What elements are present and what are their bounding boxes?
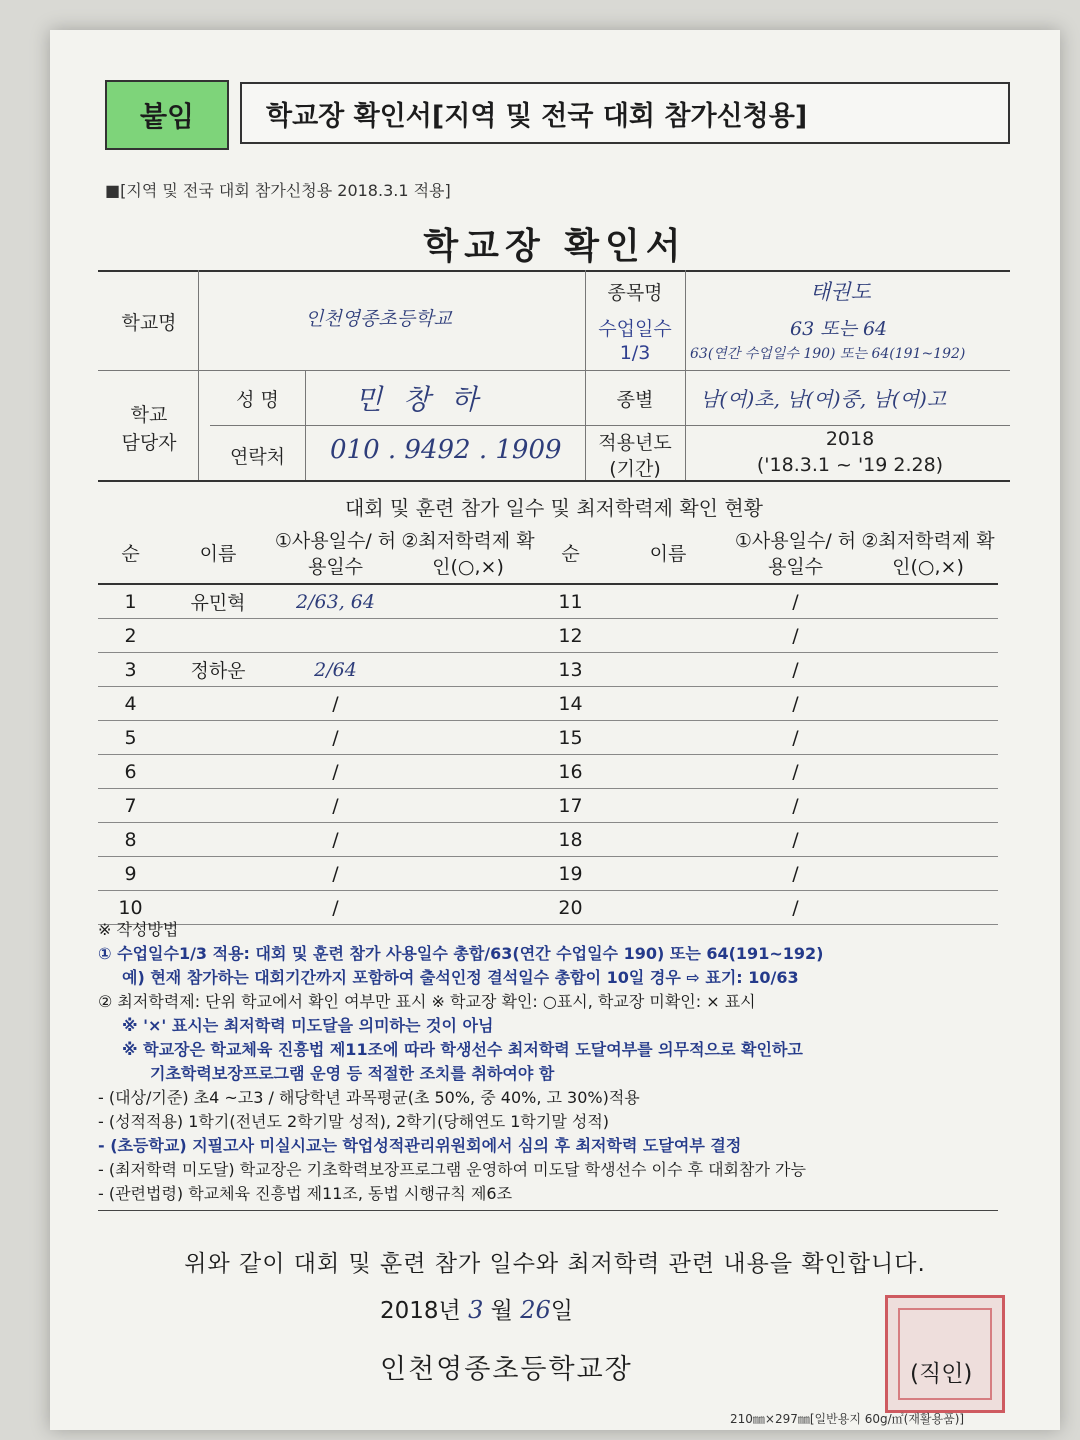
name-label: 성 명	[236, 389, 279, 411]
table-row	[98, 755, 998, 789]
min-achievement	[398, 687, 538, 721]
min-achievement	[858, 584, 998, 619]
days-used: /	[733, 857, 858, 891]
contact-label-1: 학교	[130, 404, 168, 426]
row-number: 2	[98, 619, 163, 653]
days-used: /	[273, 687, 398, 721]
days-used: /	[733, 584, 858, 619]
type-mid-rule	[585, 425, 1010, 426]
contact-label-2: 담당자	[121, 432, 177, 454]
participation-table	[98, 525, 998, 925]
table-header-row	[98, 525, 998, 584]
col-header: 순	[538, 525, 603, 584]
phone-label: 연락처	[229, 446, 286, 468]
attachment-tag: 붙임	[105, 80, 229, 150]
row-number: 18	[538, 823, 603, 857]
min-achievement	[398, 721, 538, 755]
min-achievement	[858, 755, 998, 789]
days-label-2: 1/3	[619, 342, 651, 364]
days-label-1: 수업일수	[598, 318, 672, 340]
header-mid-rule	[98, 370, 1010, 371]
row-number: 7	[98, 789, 163, 823]
min-achievement	[858, 687, 998, 721]
phone-value: 010 . 9492 . 1909	[330, 435, 562, 465]
date-day: 26	[520, 1296, 551, 1324]
year-label-2: (기간)	[609, 458, 661, 480]
attachment-title: 학교장 확인서[지역 및 전국 대회 참가신청용]	[240, 82, 1010, 144]
event-label: 종목명	[607, 282, 663, 304]
school-value: 인천영종초등학교	[305, 308, 452, 330]
row-number: 19	[538, 857, 603, 891]
min-achievement	[858, 653, 998, 687]
days-used: /	[733, 721, 858, 755]
row-number: 17	[538, 789, 603, 823]
row-number: 12	[538, 619, 603, 653]
date-month: 3	[468, 1296, 484, 1324]
student-name: 유민혁	[163, 584, 273, 619]
table-row	[98, 721, 998, 755]
row-number: 6	[98, 755, 163, 789]
row-number: 15	[538, 721, 603, 755]
row-number: 14	[538, 687, 603, 721]
section-title: 대회 및 훈련 참가 일수 및 최저학력제 확인 현황	[345, 496, 763, 520]
type-label: 종별	[616, 389, 654, 411]
date-line	[380, 1292, 573, 1325]
min-achievement	[398, 857, 538, 891]
min-achievement	[398, 653, 538, 687]
row-number: 20	[538, 891, 603, 925]
row-number: 9	[98, 857, 163, 891]
student-name	[163, 857, 273, 891]
days-used: /	[733, 687, 858, 721]
student-name	[603, 687, 733, 721]
student-name	[603, 619, 733, 653]
days-used: /	[733, 823, 858, 857]
instruction-line: - (초등학교) 지필고사 미실시교는 학업성적관리위원회에서 심의 후 최저학력 도달여부 결정	[98, 1136, 742, 1155]
col-header: ①사용일수/ 허용일수	[733, 525, 858, 584]
instruction-line: ① 수업일수1/3 적용: 대회 및 훈련 참가 사용일수 총합/63(연간 수업일수 190) 또는 64(191~192)	[98, 944, 824, 963]
page-title: 학교장 확인서	[423, 226, 687, 267]
row-number: 3	[98, 653, 163, 687]
year-value-1: 2018	[825, 428, 875, 450]
student-name	[603, 857, 733, 891]
header-col-rule-1	[198, 270, 199, 480]
student-name	[603, 721, 733, 755]
days-used: /	[733, 653, 858, 687]
days-value-2: 63(연간 수업일수 190) 또는 64(191~192)	[690, 346, 966, 362]
days-used: /	[273, 891, 398, 925]
days-used: /	[273, 721, 398, 755]
confirmation-text: 위와 같이 대회 및 훈련 참가 일수와 최저학력 관련 내용을 확인합니다.	[184, 1251, 926, 1277]
student-name	[163, 619, 273, 653]
instruction-line: - (최저학력 미도달) 학교장은 기초학력보장프로그램 운영하여 미도달 학생선수 이수 후 대회참가 가능	[98, 1160, 806, 1179]
row-number: 16	[538, 755, 603, 789]
table-row	[98, 653, 998, 687]
col-header: ②최저학력제 확인(○,×)	[858, 525, 998, 584]
days-used: /	[733, 891, 858, 925]
school-label: 학교명	[121, 312, 177, 334]
instruction-line: - (대상/기준) 초4 ~고3 / 해당학년 과목평균(초 50%, 중 40%, 고 30%)적용	[98, 1088, 640, 1107]
days-used: /	[733, 619, 858, 653]
seal-label: (직인)	[910, 1361, 973, 1387]
min-achievement	[398, 823, 538, 857]
signer-name: 인천영종초등학교장	[380, 1354, 633, 1385]
min-achievement	[398, 619, 538, 653]
instruction-line: 예) 현재 참가하는 대회기간까지 포함하여 출석인정 결석일수 총합이 10일 경우 ⇨ 표기: 10/63	[122, 968, 799, 987]
instruction-line: - (관련법령) 학교체육 진흥법 제11조, 동법 시행규칙 제6조	[98, 1184, 513, 1203]
min-achievement	[858, 721, 998, 755]
date-year: 2018년	[380, 1298, 461, 1324]
table-row	[98, 584, 998, 619]
student-name: 정하운	[163, 653, 273, 687]
days-used: /	[733, 755, 858, 789]
name-value: 민 창 하	[355, 383, 484, 416]
days-used: /	[273, 789, 398, 823]
row-number: 13	[538, 653, 603, 687]
instruction-line: 기초학력보장프로그램 운영 등 적절한 조치를 취하여야 함	[150, 1064, 555, 1083]
instructions-rule	[98, 1210, 998, 1211]
type-value: 남(여)초, 남(여)중, 남(여)고	[700, 387, 947, 411]
contact-mid-rule	[210, 425, 585, 426]
student-name	[603, 755, 733, 789]
instruction-line: ※ '×' 표시는 최저학력 미도달을 의미하는 것이 아님	[122, 1016, 494, 1035]
table-row	[98, 687, 998, 721]
days-value-1: 63 또는 64	[790, 318, 888, 340]
days-used: /	[273, 755, 398, 789]
student-name	[163, 687, 273, 721]
row-number: 11	[538, 584, 603, 619]
col-header: ②최저학력제 확인(○,×)	[398, 525, 538, 584]
table-row	[98, 619, 998, 653]
paper-spec-footer: 210㎜×297㎜[일반용지 60g/㎡(재활용품)]	[730, 1412, 965, 1426]
row-number: 8	[98, 823, 163, 857]
row-number: 5	[98, 721, 163, 755]
student-name	[603, 823, 733, 857]
min-achievement	[858, 789, 998, 823]
official-seal	[885, 1295, 1005, 1413]
instruction-line: ② 최저학력제: 단위 학교에서 확인 여부만 표시 ※ 학교장 확인: ○표시, 학교장 미확인: × 표시	[98, 992, 756, 1011]
event-value: 태권도	[810, 280, 871, 304]
days-used: 2/64	[273, 653, 398, 687]
year-value-2: ('18.3.1 ~ '19 2.28)	[756, 454, 944, 476]
student-name	[603, 584, 733, 619]
table-row	[98, 789, 998, 823]
header-top-rule	[98, 270, 1010, 272]
top-note: ■[지역 및 전국 대회 참가신청용 2018.3.1 적용]	[105, 181, 451, 200]
student-name	[163, 755, 273, 789]
col-header: 이름	[163, 525, 273, 584]
min-achievement	[398, 789, 538, 823]
row-number: 10	[98, 891, 163, 925]
min-achievement	[398, 755, 538, 789]
student-name	[163, 721, 273, 755]
min-achievement	[858, 857, 998, 891]
instruction-line: ※ 작성방법	[98, 920, 179, 939]
student-name	[163, 789, 273, 823]
header-col-rule-4	[305, 370, 306, 480]
min-achievement	[858, 619, 998, 653]
min-achievement	[858, 823, 998, 857]
col-header: 이름	[603, 525, 733, 584]
student-name	[603, 653, 733, 687]
days-used: /	[273, 823, 398, 857]
table-row	[98, 823, 998, 857]
days-used: /	[733, 789, 858, 823]
col-header: ①사용일수/ 허용일수	[273, 525, 398, 584]
table-row	[98, 857, 998, 891]
header-col-rule-3	[685, 270, 686, 480]
instruction-line: ※ 학교장은 학교체육 진흥법 제11조에 따라 학생선수 최저학력 도달여부를 의무적으로 확인하고	[122, 1040, 803, 1059]
row-number: 1	[98, 584, 163, 619]
days-used	[273, 619, 398, 653]
date-month-unit: 월	[490, 1298, 513, 1324]
document-page	[50, 30, 1060, 1430]
col-header: 순	[98, 525, 163, 584]
instruction-line: - (성적적용) 1학기(전년도 2학기말 성적), 2학기(당해연도 1학기말 성적)	[98, 1112, 610, 1131]
student-name	[603, 789, 733, 823]
instructions	[98, 918, 1018, 1206]
min-achievement	[398, 584, 538, 619]
days-used: 2/63, 64	[273, 584, 398, 619]
date-day-unit: 일	[550, 1298, 573, 1324]
year-label-1: 적용년도	[598, 432, 672, 454]
row-number: 4	[98, 687, 163, 721]
days-used: /	[273, 857, 398, 891]
header-bottom-rule	[98, 480, 1010, 482]
student-name	[163, 823, 273, 857]
